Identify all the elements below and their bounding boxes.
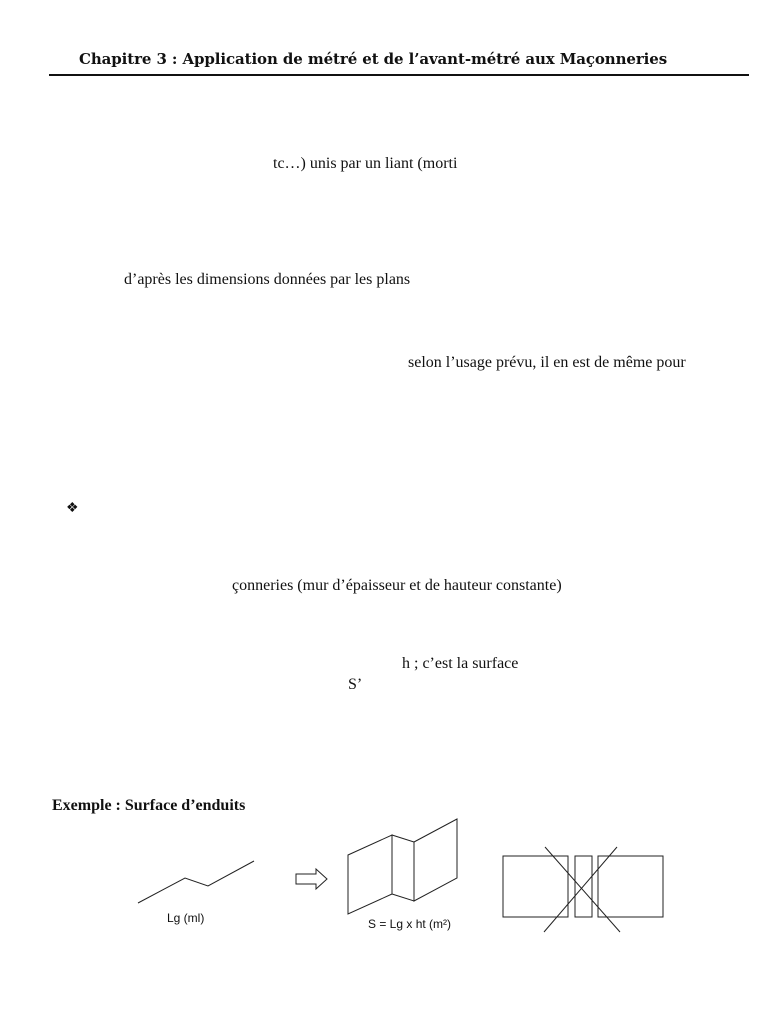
wall-surface-diagram	[340, 812, 480, 937]
chapter-title: Chapitre 3 : Application de métré et de l’avant-métré aux Maçonneries	[79, 50, 668, 68]
crossed-openings-diagram	[500, 843, 670, 938]
wall-length-diagram	[130, 850, 260, 930]
length-label: Lg (ml)	[167, 911, 205, 925]
text-fragment-6: S’	[348, 676, 363, 693]
header-rule	[49, 74, 749, 76]
hollow-right-arrow-icon	[294, 868, 330, 890]
text-fragment-2: d’après les dimensions données par les plans	[124, 271, 411, 288]
surface-label: S = Lg x ht (m²)	[368, 917, 452, 931]
text-fragment-3: selon l’usage prévu, il en est de même pour	[408, 354, 686, 371]
example-title: Exemple : Surface d’enduits	[52, 797, 246, 814]
text-fragment-1: tc…) unis par un liant (morti	[273, 155, 458, 172]
text-fragment-5: h ; c’est la surface	[402, 655, 519, 672]
text-fragment-4: çonneries (mur d’épaisseur et de hauteur constante)	[232, 577, 562, 594]
bullet-icon: ❖	[66, 501, 79, 516]
